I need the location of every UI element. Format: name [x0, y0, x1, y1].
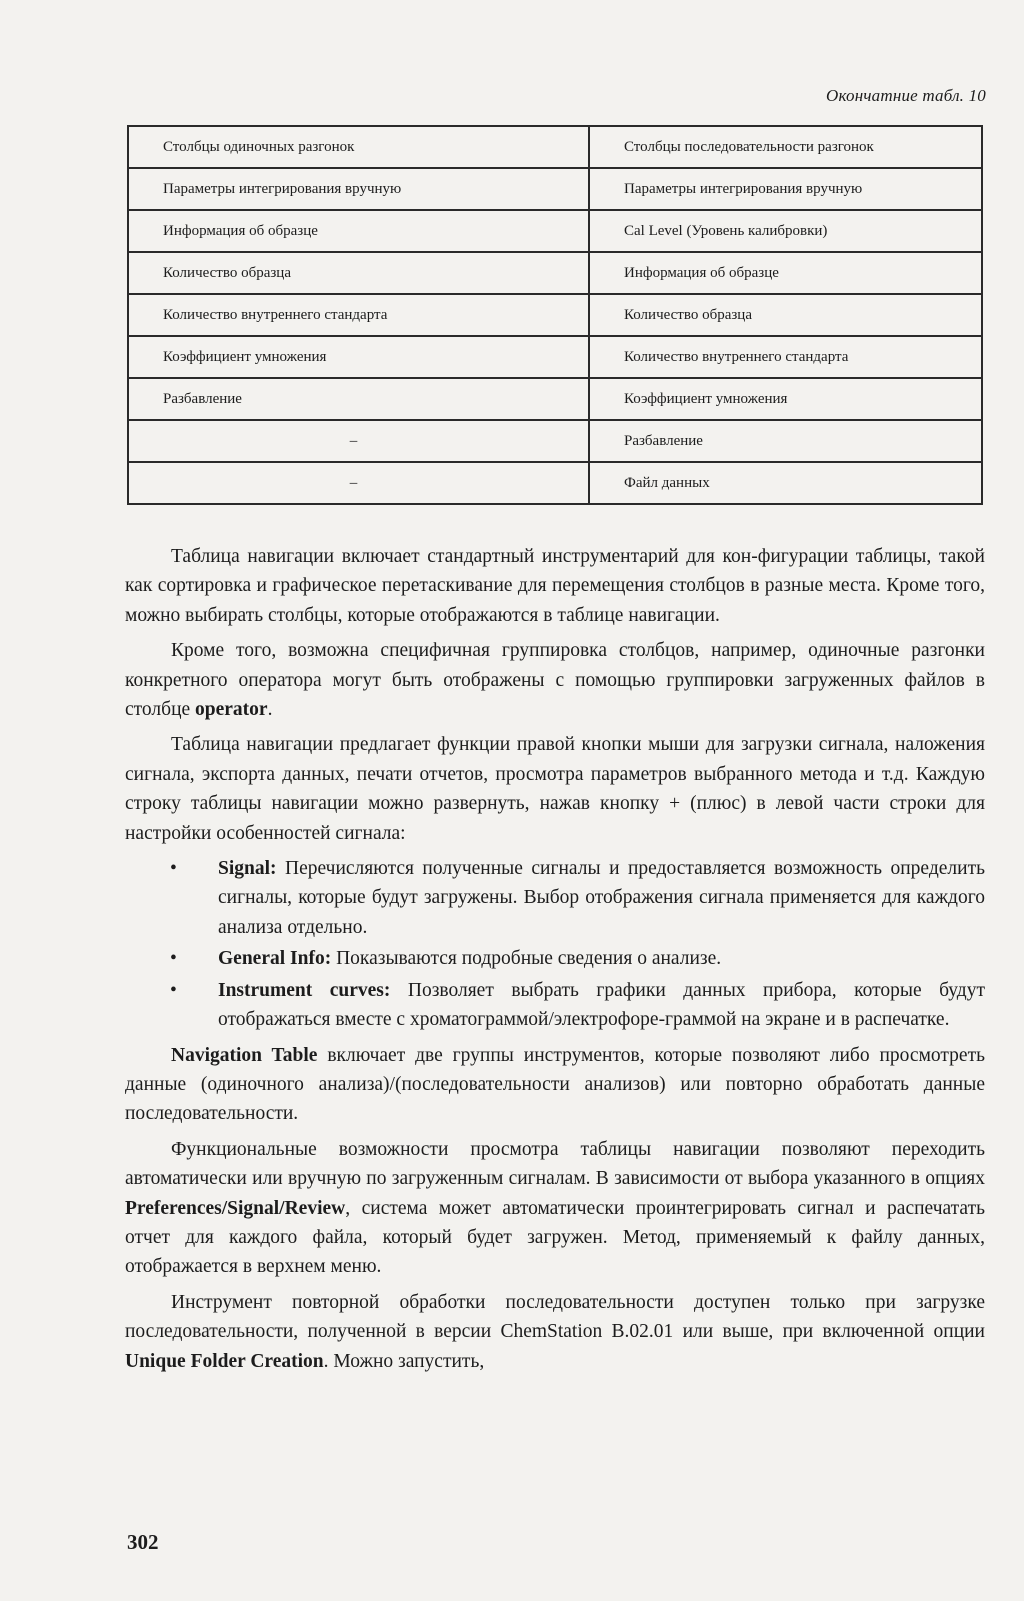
bold-term: Navigation Table: [171, 1044, 318, 1066]
table-row: [128, 420, 982, 462]
table-row: [128, 462, 982, 504]
bold-term: Unique Folder Creation: [125, 1350, 324, 1372]
paragraph-text: Инструмент повторной обработки последовательности доступен только при загрузке последовательности, полученной в версии ChemStation B.02.01 или выше, при включенной опции: [125, 1291, 985, 1343]
table-cell-right: Количество внутреннего стандарта: [589, 336, 982, 378]
bold-term: Signal:: [218, 858, 277, 880]
bold-term: Preferences/Signal/Review: [125, 1197, 346, 1219]
paragraph-text: Таблица навигации предлагает функции правой кнопки мыши для загрузки сигнала, наложения сигнала, экспорта данных, печати отчетов, просмотра параметров выбранного метода и т.д. Каждую строку таблицы навигации можно развернуть, нажав кнопку + (плюс) в левой части строки для настройки особенностей сигнала:: [125, 734, 985, 844]
bold-term: General Info:: [218, 948, 332, 970]
table-row: [128, 126, 982, 168]
paragraph-text: .: [267, 699, 273, 721]
table-cell-left: Количество образца: [128, 252, 589, 294]
table-row: [128, 336, 982, 378]
list-item: [125, 854, 985, 942]
bold-term: operator: [195, 699, 268, 721]
table-cell-right: Коэффициент умножения: [589, 378, 982, 420]
table-cell-left: Столбцы одиночных разгонок: [128, 126, 589, 168]
body-text: [125, 542, 985, 1382]
list-item: [125, 976, 985, 1035]
table-cell-left: –: [128, 462, 589, 504]
table-cell-right: Информация об образце: [589, 252, 982, 294]
bold-term: Instrument curves:: [218, 979, 391, 1001]
columns-table: [127, 125, 983, 505]
bullet-icon: •: [170, 858, 177, 880]
paragraph-text: включает две группы инструментов, которые позволяют либо просмотреть данные (одиночного анализа)/(последовательности анализов) или повторно обработать данные последовательности.: [125, 1044, 985, 1125]
table-cell-right: Файл данных: [589, 462, 982, 504]
paragraph: [125, 1288, 985, 1376]
bullet-icon: •: [170, 979, 177, 1001]
paragraph-text: Функциональные возможности просмотра таблицы навигации позволяют переходить автоматически или вручную по загруженным сигналам. В зависимости от выбора указанного в опциях: [125, 1138, 985, 1190]
paragraph: [125, 636, 985, 724]
table-cell-left: Разбавление: [128, 378, 589, 420]
table-row: [128, 294, 982, 336]
list-item-text: Позволяет выбрать графики данных прибора, которые будут отображаться вместе с хроматограммой/электрофоре-граммой на экране и в распечатке.: [218, 979, 985, 1031]
table-cell-left: Количество внутреннего стандарта: [128, 294, 589, 336]
table-cell-left: Информация об образце: [128, 210, 589, 252]
table-cell-left: –: [128, 420, 589, 462]
table-cell-right: Разбавление: [589, 420, 982, 462]
table-row: [128, 378, 982, 420]
running-header: Окончатние табл. 10: [826, 86, 986, 105]
bullet-icon: •: [170, 948, 177, 970]
table-row: [128, 210, 982, 252]
list-item-text: Показываются подробные сведения о анализе.: [331, 948, 722, 970]
table-row: [128, 252, 982, 294]
paragraph-text: , система может автоматически проинтегрировать сигнал и распечатать отчет для каждого файла, который будет загружен. Метод, применяемый к файлу данных, отображается в верхнем меню.: [125, 1197, 985, 1278]
table-cell-right: Столбцы последовательности разгонок: [589, 126, 982, 168]
paragraph-text: Кроме того, возможна специфичная группировка столбцов, например, одиночные разгонки конкретного оператора могут быть отображены с помощью группировки загруженных файлов в столбце: [125, 640, 985, 721]
table-cell-left: Коэффициент умножения: [128, 336, 589, 378]
table-row: [128, 168, 982, 210]
paragraph: [125, 542, 985, 630]
feature-list: [125, 854, 985, 1034]
paragraph-text: Таблица навигации включает стандартный инструментарий для кон-фигурации таблицы, такой как сортировка и графическое перетаскивание для перемещения столбцов в разные места. Кроме того, можно выбирать столбцы, которые отображаются в таблице навигации.: [125, 546, 985, 626]
table-cell-left: Параметры интегрирования вручную: [128, 168, 589, 210]
table-cell-right: Cal Level (Уровень калибровки): [589, 210, 982, 252]
table-cell-right: Параметры интегрирования вручную: [589, 168, 982, 210]
page-number: 302: [127, 1530, 159, 1554]
list-item: [125, 944, 985, 973]
paragraph: [125, 730, 985, 848]
paragraph: [125, 1135, 985, 1282]
paragraph-text: . Можно запустить,: [323, 1350, 485, 1372]
list-item-text: Перечисляются полученные сигналы и предоставляется возможность определить сигналы, которые будут загружены. Выбор отображения сигнала применяется для каждого анализа отдельно.: [218, 858, 985, 938]
table-cell-right: Количество образца: [589, 294, 982, 336]
paragraph: [125, 1041, 985, 1129]
